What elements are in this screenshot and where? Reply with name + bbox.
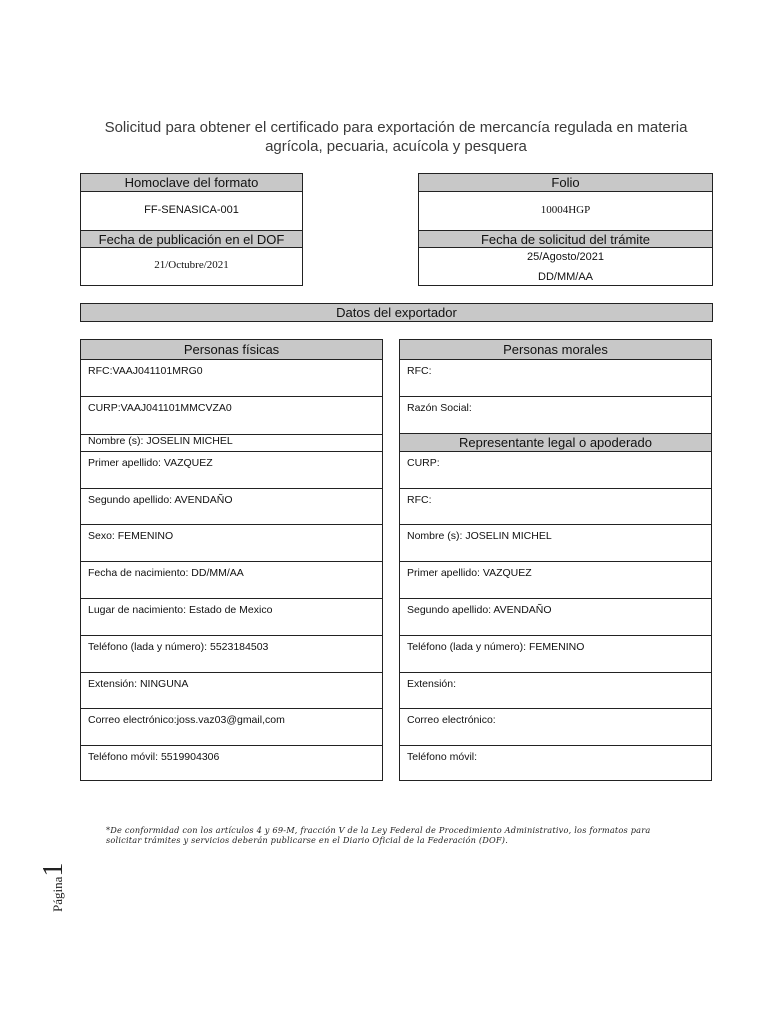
field-nombre[interactable]: Nombre (s): JOSELIN MICHEL (81, 435, 382, 452)
rep-field-extension[interactable]: Extensión: (400, 673, 711, 709)
rep-field-correo[interactable]: Correo electrónico: (400, 709, 711, 746)
field-segundo-apellido[interactable]: Segundo apellido: AVENDAÑO (81, 489, 382, 525)
rep-field-telefono[interactable]: Teléfono (lada y número): FEMENINO (400, 636, 711, 673)
fecha-publicacion-value: 21/Octubre/2021 (154, 259, 229, 271)
folio-value: 10004HGP (540, 204, 591, 216)
moral-field-rfc[interactable]: RFC: (400, 360, 711, 397)
personas-morales-header: Personas morales (400, 340, 711, 360)
field-rfc[interactable]: RFC:VAAJ041101MRG0 (81, 360, 382, 397)
moral-field-razon-social[interactable]: Razón Social: (400, 397, 711, 434)
fecha-publicacion-label: Fecha de publicación en el DOF (81, 230, 302, 248)
folio-label: Folio (419, 174, 712, 192)
rep-field-segundo-apellido[interactable]: Segundo apellido: AVENDAÑO (400, 599, 711, 636)
fecha-solicitud-value (419, 248, 712, 284)
fecha-solicitud-format: DD/MM/AA (538, 271, 593, 283)
rep-field-curp[interactable]: CURP: (400, 452, 711, 489)
form-title (80, 118, 712, 156)
field-correo[interactable]: Correo electrónico:joss.vaz03@gmail,com (81, 709, 382, 746)
field-sexo[interactable]: Sexo: FEMENINO (81, 525, 382, 562)
section-datos-exportador: Datos del exportador (80, 303, 713, 322)
folio-box (418, 173, 713, 286)
fecha-solicitud-date: 25/Agosto/2021 (526, 251, 605, 263)
homoclave-value: FF-SENASICA-001 (144, 204, 239, 216)
personas-morales-table (399, 339, 712, 781)
legal-footnote: *De conformidad con los artículos 4 y 69-M, fracción V de la Ley Federal de Procedimiento Administrativo, los formatos para solicitar trámites y servicios deberán publicarse en el Diario Oficial de la Federación (DOF). (106, 825, 651, 845)
personas-fisicas-table (80, 339, 383, 781)
rep-field-telefono-movil[interactable]: Teléfono móvil: (407, 751, 478, 763)
rep-field-primer-apellido[interactable]: Primer apellido: VAZQUEZ (400, 562, 711, 599)
field-curp[interactable]: CURP:VAAJ041101MMCVZA0 (81, 397, 382, 435)
form-title-line1: Solicitud para obtener el certificado para exportación de mercancía regulada en materia (104, 119, 688, 136)
rep-field-nombre[interactable]: Nombre (s): JOSELIN MICHEL (400, 525, 711, 562)
form-title-line2: agrícola, pecuaria, acuícola y pesquera (265, 138, 527, 155)
page-number-value: 1 (38, 862, 69, 877)
page-word: Página (50, 876, 65, 912)
representante-legal-header: Representante legal o apoderado (400, 434, 711, 452)
field-telefono[interactable]: Teléfono (lada y número): 5523184503 (81, 636, 382, 673)
fecha-solicitud-label: Fecha de solicitud del trámite (419, 230, 712, 248)
rep-field-rfc[interactable]: RFC: (400, 489, 711, 525)
page-number (38, 864, 78, 912)
field-extension[interactable]: Extensión: NINGUNA (81, 673, 382, 709)
field-primer-apellido[interactable]: Primer apellido: VAZQUEZ (81, 452, 382, 489)
field-fecha-nacimiento[interactable]: Fecha de nacimiento: DD/MM/AA (81, 562, 382, 599)
field-telefono-movil[interactable]: Teléfono móvil: 5519904306 (88, 751, 220, 763)
personas-fisicas-header: Personas físicas (81, 340, 382, 360)
homoclave-label: Homoclave del formato (81, 174, 302, 192)
field-lugar-nacimiento[interactable]: Lugar de nacimiento: Estado de Mexico (81, 599, 382, 636)
homoclave-box (80, 173, 303, 286)
